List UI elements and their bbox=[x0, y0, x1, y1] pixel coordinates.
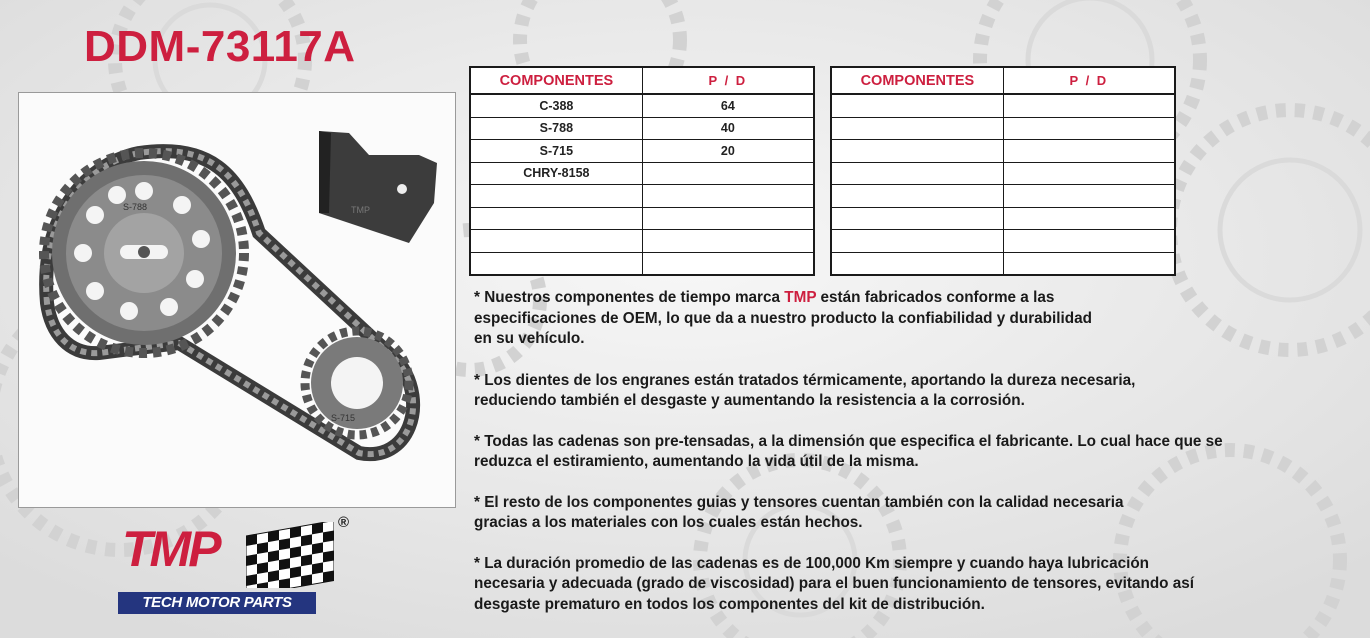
note-guides-tensioners-text: * El resto de los componentes guias y tensores cuentan también con la calidad necesaria bbox=[474, 493, 1124, 511]
timing-kit-illustration bbox=[19, 93, 455, 507]
component-cell bbox=[831, 140, 1003, 163]
column-header-pd: P / D bbox=[642, 67, 814, 94]
pd-cell bbox=[1003, 117, 1175, 140]
component-cell bbox=[831, 207, 1003, 230]
product-title: DDM-73117A bbox=[84, 22, 356, 71]
registered-mark: ® bbox=[338, 514, 350, 531]
note-pre-tensioned-text: reduzca el estiramiento, aumentando la vida útil de la misma. bbox=[474, 453, 919, 470]
component-cell bbox=[831, 252, 1003, 275]
note-chain-duration bbox=[474, 554, 1360, 616]
checkered-flag-icon bbox=[246, 522, 334, 588]
note-heat-treated bbox=[474, 371, 1360, 412]
component-cell bbox=[470, 230, 642, 253]
tensioner-label: TMP bbox=[351, 205, 370, 215]
component-cell: S-715 bbox=[470, 140, 642, 163]
component-cell bbox=[470, 252, 642, 275]
component-cell bbox=[831, 117, 1003, 140]
note-chain-duration-text: necesaria y adecuada (grado de viscosidad) para el buen funcionamiento de tensores, evitando así bbox=[474, 575, 1195, 592]
tmp-logo bbox=[118, 514, 358, 618]
table-row bbox=[470, 117, 814, 140]
component-cell: CHRY-8158 bbox=[470, 162, 642, 185]
table-row bbox=[470, 252, 814, 275]
table-row bbox=[470, 140, 814, 163]
note-chain-duration-text: * La duración promedio de las cadenas es de 100,000 Km siempre y cuando haya lubricación bbox=[474, 554, 1150, 572]
component-cell: S-788 bbox=[470, 117, 642, 140]
brand-name: TMP bbox=[784, 289, 817, 306]
note-guides-tensioners-text: gracias a los materiales con los cuales están hechos. bbox=[474, 514, 863, 531]
pd-cell bbox=[642, 252, 814, 275]
table-row bbox=[831, 162, 1175, 185]
table-row bbox=[470, 94, 814, 117]
table-row bbox=[831, 94, 1175, 117]
table-row bbox=[470, 162, 814, 185]
crank-sprocket bbox=[305, 331, 409, 435]
component-cell: C-388 bbox=[470, 94, 642, 117]
pd-cell bbox=[1003, 140, 1175, 163]
pd-cell bbox=[1003, 207, 1175, 230]
column-header-pd: P / D bbox=[1003, 67, 1175, 94]
table-row bbox=[831, 230, 1175, 253]
logo-tagline: TECH MOTOR PARTS bbox=[118, 592, 316, 614]
cam-gear-label: S-788 bbox=[123, 202, 148, 212]
note-oem bbox=[474, 288, 1360, 350]
component-cell bbox=[831, 185, 1003, 208]
product-photo bbox=[18, 92, 456, 508]
pd-cell bbox=[642, 185, 814, 208]
note-oem-text: en su vehículo. bbox=[474, 330, 585, 347]
note-oem-text: * Nuestros componentes de tiempo marca bbox=[474, 289, 785, 306]
component-cell bbox=[470, 207, 642, 230]
pd-cell bbox=[1003, 185, 1175, 208]
cam-sprocket bbox=[44, 153, 244, 353]
pd-cell bbox=[1003, 230, 1175, 253]
table-row bbox=[831, 140, 1175, 163]
table-row bbox=[831, 185, 1175, 208]
pd-cell bbox=[1003, 94, 1175, 117]
table-row bbox=[831, 207, 1175, 230]
table-header-row bbox=[470, 67, 814, 94]
pd-cell: 40 bbox=[642, 117, 814, 140]
crank-gear-label: S-715 bbox=[331, 413, 356, 423]
components-table-right bbox=[830, 66, 1176, 276]
pd-cell: 20 bbox=[642, 140, 814, 163]
chain-tensioner bbox=[319, 131, 437, 243]
note-oem-text: están fabricados conforme a las bbox=[816, 289, 1055, 306]
table-row bbox=[470, 230, 814, 253]
pd-cell bbox=[642, 230, 814, 253]
note-guides-tensioners bbox=[474, 493, 1360, 534]
pd-cell bbox=[642, 207, 814, 230]
note-heat-treated-text: reduciendo también el desgaste y aumentando la resistencia a la corrosión. bbox=[474, 392, 1025, 409]
pd-cell bbox=[642, 162, 814, 185]
note-chain-duration-text: desgaste prematuro en todos los componentes del kit de distribución. bbox=[474, 595, 985, 613]
table-row bbox=[470, 207, 814, 230]
component-cell bbox=[831, 162, 1003, 185]
component-cell bbox=[831, 230, 1003, 253]
pd-cell bbox=[1003, 162, 1175, 185]
note-pre-tensioned bbox=[474, 432, 1360, 473]
component-cell bbox=[470, 185, 642, 208]
pd-cell bbox=[1003, 252, 1175, 275]
note-heat-treated-text: * Los dientes de los engranes están tratados térmicamente, aportando la dureza necesaria, bbox=[474, 371, 1136, 389]
table-header-row bbox=[831, 67, 1175, 94]
component-cell bbox=[831, 94, 1003, 117]
note-oem-text: especificaciones de OEM, lo que da a nuestro producto la confiabilidad y durabilidad bbox=[474, 309, 1092, 327]
product-notes bbox=[474, 288, 1360, 615]
table-row bbox=[470, 185, 814, 208]
column-header-componentes: COMPONENTES bbox=[831, 67, 1003, 94]
table-row bbox=[831, 252, 1175, 275]
note-pre-tensioned-text: * Todas las cadenas son pre-tensadas, a la dimensión que especifica el fabricante. Lo cual hace que se bbox=[474, 432, 1223, 450]
column-header-componentes: COMPONENTES bbox=[470, 67, 642, 94]
components-table-left bbox=[469, 66, 815, 276]
pd-cell: 64 bbox=[642, 94, 814, 117]
table-row bbox=[831, 117, 1175, 140]
logo-wordmark: TMP bbox=[122, 521, 219, 577]
